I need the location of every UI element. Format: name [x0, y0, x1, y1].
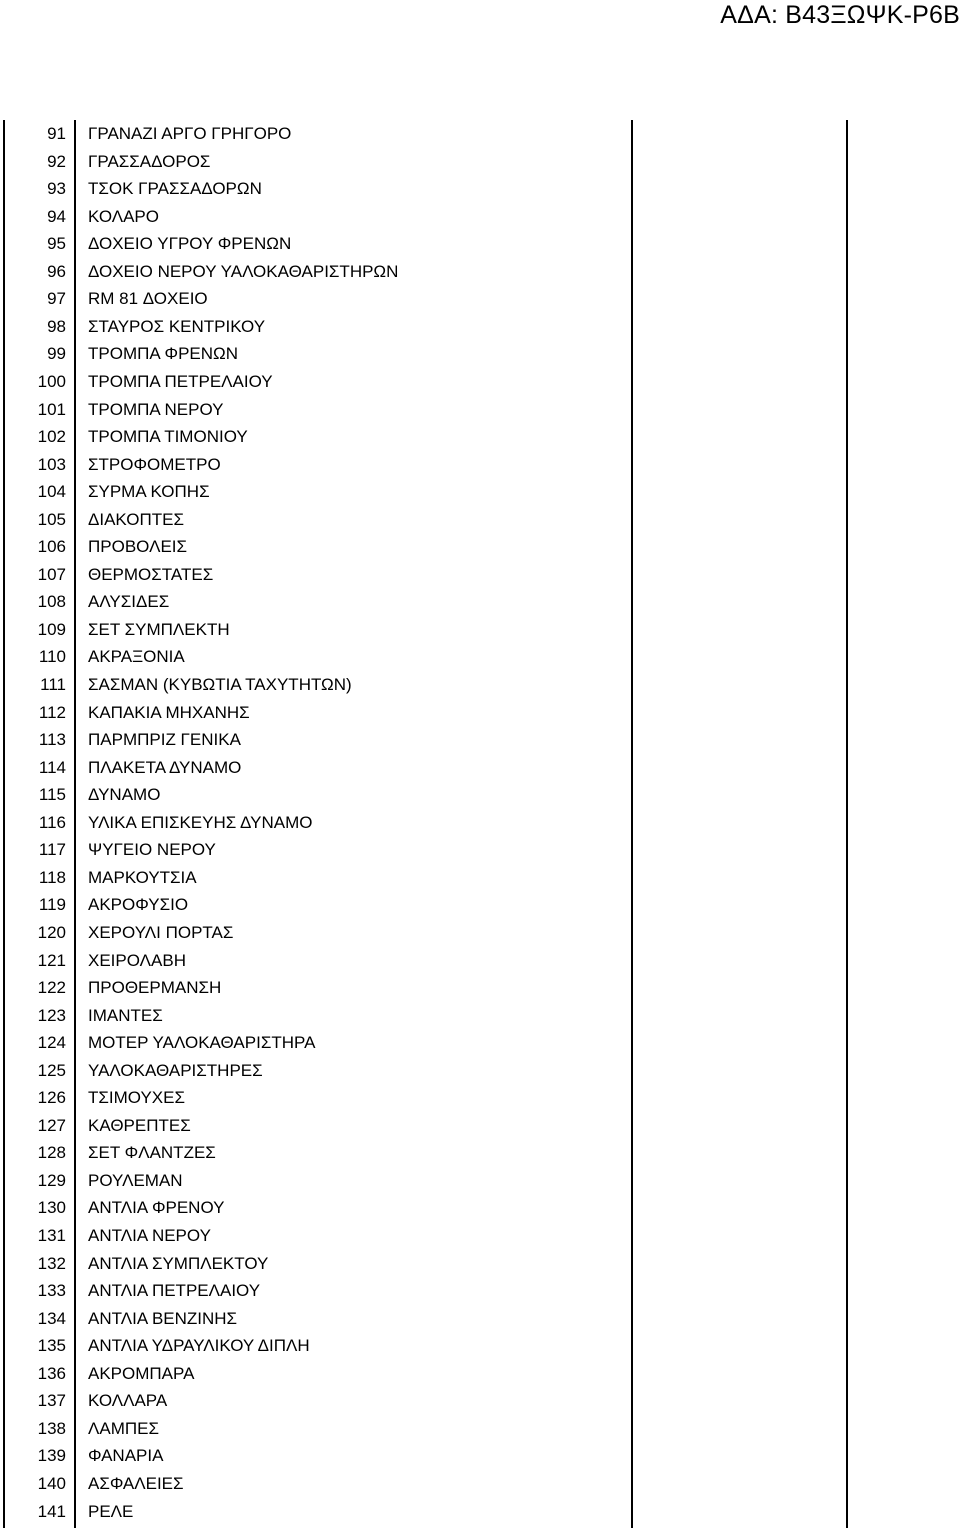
table-row: [0, 1442, 960, 1470]
row-number: 127: [37, 1115, 66, 1135]
row-description: ΣΤΡΟΦΟΜΕΤΡΟ: [88, 454, 221, 474]
row-description: ΛΑΜΠΕΣ: [88, 1418, 159, 1438]
row-number: 122: [37, 978, 66, 998]
row-number: 128: [37, 1143, 66, 1163]
row-description: ΜΟΤΕΡ ΥΑΛΟΚΑΘΑΡΙΣΤΗΡΑ: [88, 1033, 316, 1053]
row-description: ΑΝΤΛΙΑ ΣΥΜΠΛΕΚΤΟΥ: [88, 1253, 269, 1273]
row-number: 130: [37, 1198, 66, 1218]
row-description: ΚΟΛΛΑΡΑ: [88, 1391, 168, 1411]
row-description: ΤΣΟΚ ΓΡΑΣΣΑΔΟΡΩΝ: [88, 179, 262, 199]
row-number: 109: [37, 619, 66, 639]
row-description: ΡΟΥΛΕΜΑΝ: [88, 1170, 183, 1190]
row-description: ΤΡΟΜΠΑ ΦΡΕΝΩΝ: [88, 344, 239, 364]
row-number: 118: [38, 867, 66, 887]
table-row: [0, 919, 960, 947]
table-row: [0, 616, 960, 644]
table-row: [0, 561, 960, 589]
row-description: ΑΝΤΛΙΑ ΥΔΡΑΥΛΙΚΟΥ ΔΙΠΛΗ: [88, 1336, 310, 1356]
row-number: 111: [40, 675, 66, 694]
row-description: ΤΡΟΜΠΑ ΝΕΡΟΥ: [88, 399, 224, 419]
row-number: 106: [37, 537, 66, 557]
row-description: ΔΟΧΕΙΟ ΝΕΡΟΥ ΥΑΛΟΚΑΘΑΡΙΣΤΗΡΩΝ: [88, 261, 399, 281]
row-number: 96: [47, 261, 66, 281]
row-description: ΔΟΧΕΙΟ ΥΓΡΟΥ ΦΡΕΝΩΝ: [88, 234, 292, 254]
table-row: [0, 891, 960, 919]
row-description: ΔΙΑΚΟΠΤΕΣ: [88, 509, 184, 529]
row-description: ΑΛΥΣΙΔΕΣ: [88, 592, 170, 612]
row-description: ΑΝΤΛΙΑ ΒΕΝΖΙΝΗΣ: [88, 1308, 238, 1328]
row-description: ΥΑΛΟΚΑΘΑΡΙΣΤΗΡΕΣ: [88, 1060, 263, 1080]
row-number: 124: [37, 1033, 66, 1053]
row-number: 93: [47, 179, 66, 199]
table-row: [0, 368, 960, 396]
row-description: ΤΡΟΜΠΑ ΤΙΜΟΝΙΟΥ: [88, 427, 248, 447]
row-description: ΑΚΡΟΦΥΣΙΟ: [88, 895, 189, 915]
row-description: ΦΑΝΑΡΙΑ: [88, 1446, 164, 1466]
row-number: 112: [38, 702, 66, 722]
table-row: [0, 1002, 960, 1030]
row-number: 138: [37, 1418, 66, 1438]
row-number: 94: [47, 206, 66, 226]
table-row: [0, 1387, 960, 1415]
row-number: 95: [47, 234, 66, 254]
table-row: [0, 754, 960, 782]
table-row: [0, 699, 960, 727]
table-row: [0, 588, 960, 616]
row-number: 141: [37, 1501, 66, 1521]
table-row: [0, 313, 960, 341]
row-number: 92: [47, 151, 66, 171]
table-row: [0, 148, 960, 176]
row-number: 113: [38, 730, 66, 750]
row-number: 103: [37, 454, 66, 474]
row-description: ΘΕΡΜΟΣΤΑΤΕΣ: [88, 564, 214, 584]
table-row: [0, 1112, 960, 1140]
row-number: 135: [37, 1336, 66, 1356]
row-number: 131: [37, 1226, 66, 1245]
row-number: 134: [37, 1308, 66, 1328]
table-row: [0, 451, 960, 479]
table-row: [0, 809, 960, 837]
row-description: ΨΥΓΕΙΟ ΝΕΡΟΥ: [88, 840, 216, 860]
table-row: [0, 947, 960, 975]
row-number: 137: [37, 1391, 66, 1411]
table-row: [0, 836, 960, 864]
table-row: [0, 864, 960, 892]
row-number: 97: [47, 289, 66, 309]
table-row: [0, 423, 960, 451]
row-number: 116: [38, 812, 66, 832]
row-number: 132: [37, 1253, 66, 1273]
row-number: 139: [37, 1446, 66, 1466]
row-number: 133: [37, 1281, 66, 1301]
row-description: ΠΡΟΘΕΡΜΑΝΣΗ: [88, 978, 222, 998]
row-description: ΑΝΤΛΙΑ ΝΕΡΟΥ: [88, 1226, 211, 1245]
table-row: [0, 175, 960, 203]
row-description: ΣΥΡΜΑ ΚΟΠΗΣ: [88, 482, 210, 502]
table-row: [0, 396, 960, 424]
table-row: [0, 781, 960, 809]
document-code: ΑΔΑ: Β43ΞΩΨΚ-Ρ6Β: [720, 1, 960, 29]
row-number: 140: [37, 1473, 66, 1493]
row-description: ΔΥΝΑΜΟ: [88, 785, 161, 805]
row-number: 105: [37, 509, 66, 529]
table-row: [0, 1194, 960, 1222]
table-row: [0, 643, 960, 671]
row-number: 104: [37, 482, 66, 502]
table-row: [0, 120, 960, 148]
row-description: ΑΚΡΑΞΟΝΙΑ: [88, 647, 185, 667]
row-number: 136: [37, 1363, 66, 1383]
row-description: ΚΟΛΑΡΟ: [88, 206, 159, 226]
table-row: [0, 974, 960, 1002]
row-number: 99: [47, 344, 66, 364]
table-row: [0, 1057, 960, 1085]
row-description: ΑΝΤΛΙΑ ΦΡΕΝΟΥ: [88, 1198, 225, 1218]
row-description: ΑΚΡΟΜΠΑΡΑ: [88, 1363, 195, 1383]
table-row: [0, 258, 960, 286]
row-description: ΧΕΡΟΥΛΙ ΠΟΡΤΑΣ: [88, 922, 234, 942]
table-row: [0, 285, 960, 313]
row-description: RM 81 ΔΟΧΕΙΟ: [88, 289, 208, 309]
table-row: [0, 1139, 960, 1167]
row-number: 120: [37, 922, 66, 942]
table-row: [0, 671, 960, 699]
row-number: 107: [37, 564, 66, 584]
row-description: ΙΜΑΝΤΕΣ: [88, 1005, 163, 1025]
row-description: ΣΑΣΜΑΝ (ΚΥΒΩΤΙΑ ΤΑΧΥΤΗΤΩΝ): [88, 675, 352, 694]
row-number: 108: [37, 592, 66, 612]
row-description: ΧΕΙΡΟΛΑΒΗ: [88, 950, 186, 970]
row-number: 100: [37, 371, 66, 391]
row-number: 119: [38, 895, 66, 915]
row-number: 117: [38, 840, 66, 860]
table-row: [0, 478, 960, 506]
row-description: ΜΑΡΚΟΥΤΣΙΑ: [88, 867, 197, 887]
row-description: ΣΕΤ ΣΥΜΠΛΕΚΤΗ: [88, 619, 230, 639]
row-number: 125: [37, 1060, 66, 1080]
table-row: [0, 1360, 960, 1388]
row-number: 114: [38, 757, 66, 777]
row-description: ΤΡΟΜΠΑ ΠΕΤΡΕΛΑΙΟΥ: [88, 371, 273, 391]
row-number: 91: [47, 124, 66, 143]
row-description: ΠΡΟΒΟΛΕΙΣ: [88, 537, 188, 557]
row-number: 126: [37, 1088, 66, 1108]
row-number: 101: [37, 399, 66, 419]
row-description: ΓΡΑΣΣΑΔΟΡΟΣ: [88, 151, 211, 171]
table-row: [0, 1084, 960, 1112]
row-description: ΑΣΦΑΛΕΙΕΣ: [88, 1473, 184, 1493]
row-description: ΓΡΑΝΑΖΙ ΑΡΓΟ ΓΡΗΓΟΡΟ: [88, 124, 292, 143]
table-row: [0, 1250, 960, 1278]
row-description: ΑΝΤΛΙΑ ΠΕΤΡΕΛΑΙΟΥ: [88, 1281, 261, 1301]
row-number: 123: [37, 1005, 66, 1025]
row-number: 110: [38, 647, 66, 667]
table-row: [0, 726, 960, 754]
row-description: ΠΑΡΜΠΡΙΖ ΓΕΝΙΚΑ: [88, 730, 241, 750]
row-number: 129: [37, 1170, 66, 1190]
table-row: [0, 1415, 960, 1443]
row-description: ΚΑΠΑΚΙΑ ΜΗΧΑΝΗΣ: [88, 702, 250, 722]
table-row: [0, 1277, 960, 1305]
table-row: [0, 533, 960, 561]
row-description: ΡΕΛΕ: [88, 1501, 134, 1521]
table-row: [0, 203, 960, 231]
row-number: 121: [37, 950, 66, 970]
table-row: [0, 1470, 960, 1498]
table-row: [0, 1222, 960, 1250]
table-row: [0, 230, 960, 258]
row-number: 102: [37, 427, 66, 447]
row-description: ΤΣΙΜΟΥΧΕΣ: [88, 1088, 185, 1108]
row-description: ΣΤΑΥΡΟΣ ΚΕΝΤΡΙΚΟΥ: [88, 316, 266, 336]
table-row: [0, 1332, 960, 1360]
row-description: ΥΛΙΚΑ ΕΠΙΣΚΕΥΗΣ ΔΥΝΑΜΟ: [88, 812, 313, 832]
table-row: [0, 506, 960, 534]
row-number: 98: [47, 316, 66, 336]
row-number: 115: [38, 785, 66, 805]
row-description: ΠΛΑΚΕΤΑ ΔΥΝΑΜΟ: [88, 757, 242, 777]
table-row: [0, 340, 960, 368]
table-row: [0, 1029, 960, 1057]
table-row: [0, 1305, 960, 1333]
row-description: ΚΑΘΡΕΠΤΕΣ: [88, 1115, 191, 1135]
row-description: ΣΕΤ ΦΛΑΝΤΖΕΣ: [88, 1143, 216, 1163]
table-row: [0, 1167, 960, 1195]
table-row: [0, 1498, 960, 1526]
